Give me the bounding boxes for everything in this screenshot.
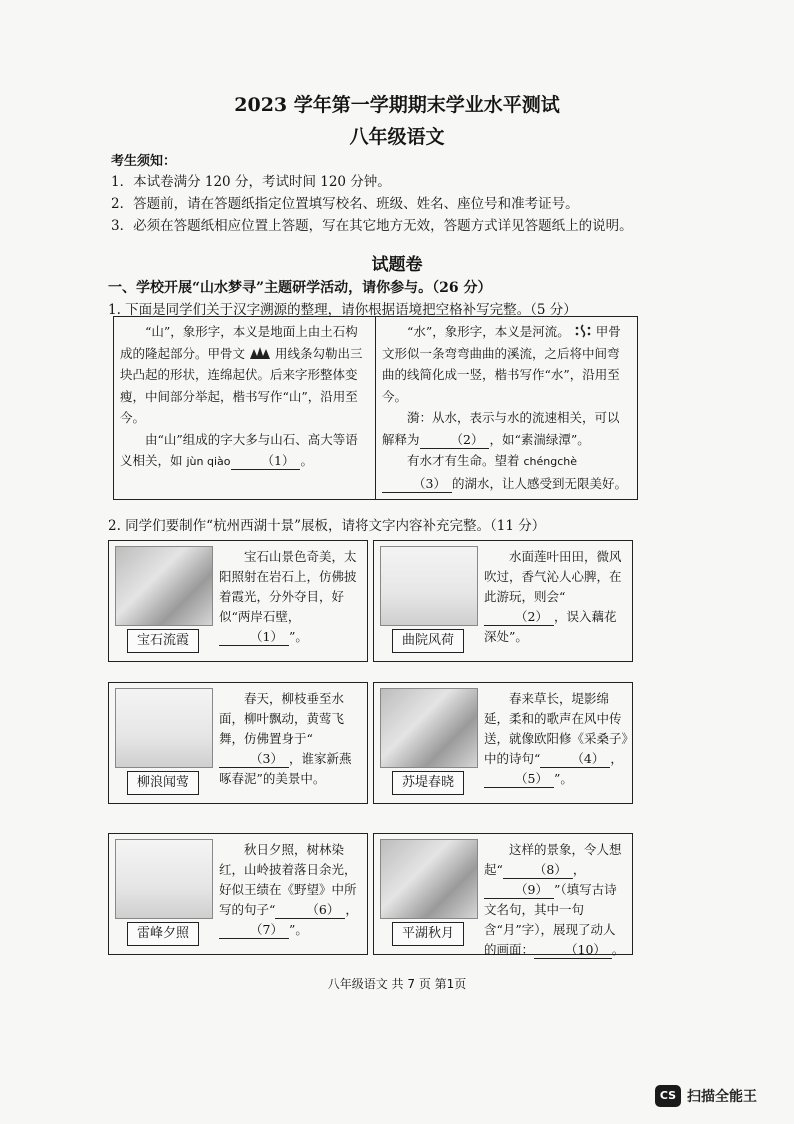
- scene-desc: 这样的景象，令人想起“: [484, 842, 622, 877]
- blank-card-1[interactable]: （1）: [219, 629, 289, 646]
- blank-card-6[interactable]: （6）: [275, 902, 345, 919]
- scene-label: 苏堤春晓: [392, 771, 464, 795]
- page-footer: 八年级语文 共 7 页 第1页: [327, 977, 467, 991]
- scene-text: [484, 840, 628, 960]
- shan-text: “山”，象形字，本义是地面上由土石构成的隆起部分。甲骨文: [120, 324, 358, 361]
- scene-label: 雷峰夕照: [127, 922, 199, 946]
- scene-label: 柳浪闻莺: [127, 771, 199, 795]
- notice-heading: 考生须知：: [111, 154, 177, 169]
- notice-item: 1．本试卷满分 120 分，考试时间 120 分钟。: [111, 174, 391, 190]
- scene-tail: ，误入藕花深处”。: [484, 609, 617, 644]
- scene-photo: [380, 546, 478, 626]
- question-1-prompt: 1. 下面是同学们关于汉字溯源的整理，请你根据语境把空格补写完整。（5 分）: [108, 302, 577, 318]
- blank-card-7[interactable]: （7）: [219, 922, 289, 939]
- notice-item: 2．答题前，请在答题纸指定位置填写校名、班级、姓名、座位号和准考证号。: [111, 196, 579, 212]
- scene-label: 平湖秋月: [392, 922, 464, 946]
- scene-text: [484, 547, 628, 647]
- scene-tail: ”。: [553, 771, 573, 786]
- exam-subtitle: 八年级语文: [349, 126, 445, 148]
- scene-desc: 水面莲叶田田，微风吹过，香气沁人心脾，在此游玩，则会“: [484, 549, 622, 604]
- life-text-tail: 的湖水，让人感受到无限美好。: [451, 475, 627, 491]
- scene-text: [219, 840, 363, 940]
- scene-desc: 秋日夕照，树林染红，山岭披着落日余光，好似王绩在《野望》中所写的句子“: [219, 842, 357, 917]
- scene-card-leifeng: [108, 833, 368, 955]
- etymology-table: [113, 316, 638, 500]
- scene-text: [484, 689, 628, 789]
- shui-cell: [375, 317, 637, 499]
- scene-tail: ”。: [288, 629, 308, 644]
- blank-card-3[interactable]: （3）: [219, 751, 289, 768]
- punct: 。: [300, 453, 313, 468]
- blank-3[interactable]: （3）: [382, 476, 452, 493]
- scene-photo: [115, 688, 213, 768]
- scanner-watermark: [655, 1085, 757, 1107]
- notice-item: 3．必须在答题纸相应位置上答题，写在其它地方无效，答题方式详见答题纸上的说明。: [111, 218, 633, 234]
- blank-2[interactable]: （2）: [420, 432, 490, 449]
- scene-label: 曲院风荷: [392, 629, 464, 653]
- life-text: 有水才有生命。望着: [407, 453, 524, 468]
- shui-text-cont: 甲骨文形似一条弯弯曲曲的溪流，之后将中间弯曲的线简化成一竖，楷书写作“水”，沿用至今。: [382, 324, 621, 404]
- tuan-example: ，如“素湍绿潭”。: [489, 431, 590, 447]
- oracle-water-icon: [574, 324, 592, 338]
- scene-photo: [115, 546, 213, 626]
- punct: ，: [345, 902, 358, 917]
- blank-1[interactable]: （1）: [231, 453, 301, 470]
- pinyin-chengche: chéngchè: [523, 455, 578, 468]
- scene-card-quyuan: [373, 540, 633, 662]
- scene-card-sudi: [373, 682, 633, 804]
- punct: 。: [611, 942, 625, 957]
- watermark-text: 扫描全能王: [687, 1089, 757, 1105]
- blank-card-9[interactable]: （9）: [484, 882, 554, 899]
- punct: ，: [610, 751, 623, 766]
- scene-tail: ”（填写古诗文名句，其中一句含“月”字），展现了动人的画面：: [484, 882, 617, 957]
- part-one-heading: 一、学校开展“山水梦寻”主题研学活动，请你参与。（26 分）: [108, 280, 492, 296]
- scene-desc: 春来草长，堤影绵延，柔和的歌声在风中传送，就像欧阳修《采桑子》中的诗句“: [484, 691, 628, 766]
- shan-cell: [114, 317, 375, 499]
- scene-tail: ，谁家新燕啄春泥”的美景中。: [219, 751, 352, 786]
- blank-card-10[interactable]: （10）: [534, 942, 612, 959]
- shan-text-cont: 用线条勾勒出三块凸起的形状，连绵起伏。后来字形整体变瘦，中间部分举起，楷书写作“山”，沿用至今。: [120, 345, 363, 425]
- blank-card-2[interactable]: （2）: [484, 609, 554, 626]
- oracle-mountain-icon: [249, 346, 271, 360]
- scene-label: 宝石流霞: [127, 629, 199, 653]
- scene-text: [219, 547, 363, 647]
- camscanner-logo-icon: CS: [655, 1085, 681, 1107]
- shui-text: “水”，象形字，本义是河流。: [407, 324, 570, 339]
- scene-text: [219, 689, 363, 789]
- scene-photo: [380, 839, 478, 919]
- scene-desc: 宝石山景色奇美，太阳照射在岩石上，仿佛披着霞光，分外夺目，好似“两岸石壁，: [219, 549, 357, 624]
- exam-title: 2023 学年第一学期期末学业水平测试: [234, 94, 560, 116]
- blank-card-8[interactable]: （8）: [503, 862, 573, 879]
- tuan-text: 漪：从水，表示与水的流速相关，可以解释为: [382, 410, 620, 447]
- shan-text-2: 由“山”组成的字大多与山石、高大等语义相关，如: [120, 431, 358, 468]
- blank-card-4[interactable]: （4）: [540, 751, 610, 768]
- pinyin-jun-qiao: jùn qiào: [186, 455, 231, 468]
- scene-card-baoshi: [108, 540, 368, 662]
- blank-card-5[interactable]: （5）: [484, 771, 554, 788]
- section-title: 试题卷: [371, 255, 423, 275]
- scene-card-liulang: [108, 682, 368, 804]
- scene-tail: ”。: [288, 922, 308, 937]
- scene-desc: 春天，柳枝垂至水面，柳叶飘动，黄莺飞舞，仿佛置身于“: [219, 691, 345, 746]
- punct: ，: [572, 862, 586, 877]
- scene-photo: [380, 688, 478, 768]
- scene-card-pinghu: [373, 833, 633, 955]
- scene-photo: [115, 839, 213, 919]
- question-2-prompt: 2. 同学们要制作“杭州西湖十景”展板，请将文字内容补充完整。（11 分）: [108, 518, 546, 534]
